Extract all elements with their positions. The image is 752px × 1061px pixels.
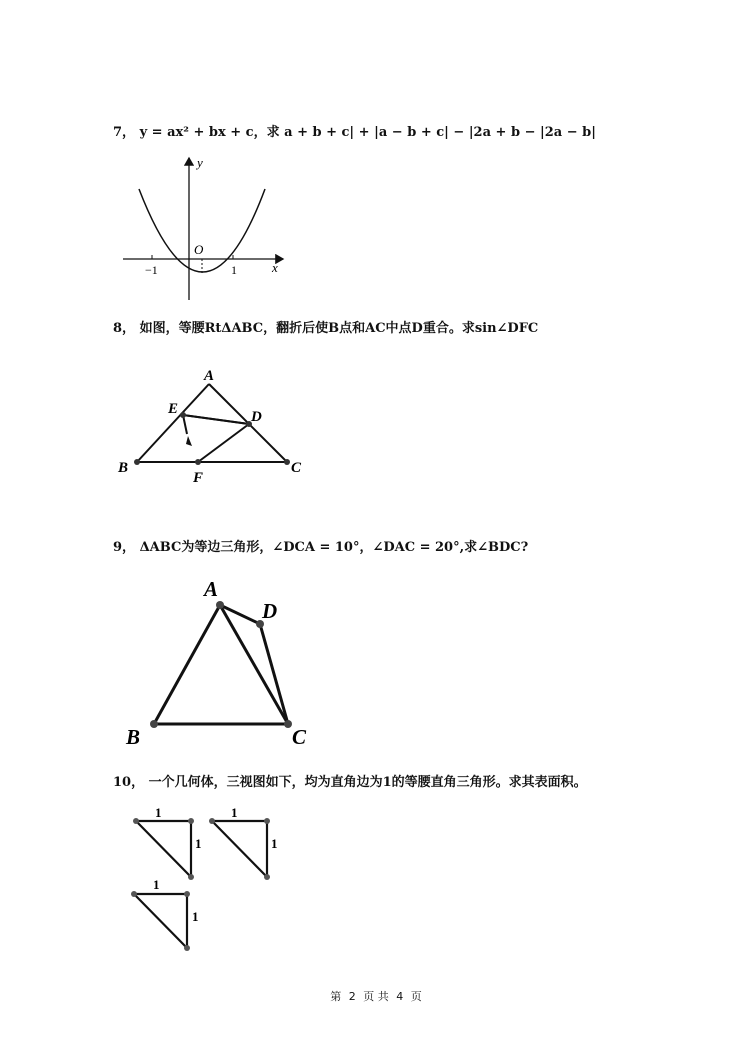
- question-7-number: 7，: [113, 125, 136, 140]
- question-8: [113, 317, 538, 336]
- parabola-graph: [115, 152, 295, 302]
- point-B: [150, 720, 158, 728]
- question-9-number: 9，: [113, 540, 136, 555]
- label-A: A: [204, 577, 219, 601]
- question-7-text: y = ax² + bx + c，求 a + b + c| + |a − b + c| − |2a + b − |2a − b|: [139, 125, 596, 140]
- question-8-number: 8，: [113, 321, 136, 336]
- point-F: [195, 459, 201, 465]
- label-F: F: [193, 470, 204, 486]
- point-A: [216, 601, 224, 609]
- question-10: [113, 771, 587, 790]
- question-10-number: 10，: [113, 775, 145, 790]
- footer-mid: 页 共: [363, 990, 389, 1003]
- view-side-side-label: 1: [271, 836, 278, 851]
- view-front-side-label: 1: [195, 836, 202, 851]
- view-top-top-label: 1: [153, 877, 160, 892]
- point-C: [284, 720, 292, 728]
- footer-page-number: 2: [348, 990, 356, 1003]
- point-B: [134, 459, 140, 465]
- view-front-top-label: 1: [155, 805, 162, 820]
- footer-pre: 第: [330, 990, 342, 1003]
- label-D: D: [262, 599, 278, 623]
- question-8-text: 如图，等腰RtΔABC，翻折后使B点和AC中点D重合。求sin∠DFC: [139, 321, 539, 336]
- footer-post: 页: [410, 990, 422, 1003]
- question-7: [113, 121, 596, 140]
- label-B: B: [126, 725, 141, 749]
- view-side-top-label: 1: [231, 805, 238, 820]
- point-C: [284, 459, 290, 465]
- question-9-text: ΔABC为等边三角形，∠DCA = 10°，∠DAC = 20°,求∠BDC?: [139, 540, 529, 555]
- point-E: [180, 412, 186, 418]
- label-C: C: [292, 725, 307, 749]
- view-front: [133, 805, 202, 880]
- page-footer: [0, 988, 752, 1004]
- label-C: C: [291, 460, 302, 476]
- label-B: B: [118, 460, 129, 476]
- question-9: [113, 536, 528, 555]
- tick-label-one: 1: [231, 263, 237, 277]
- view-top-side-label: 1: [192, 909, 199, 924]
- question-10-text: 一个几何体，三视图如下，均为直角边为1的等腰直角三角形。求其表面积。: [148, 775, 587, 790]
- label-A: A: [204, 368, 215, 384]
- tick-label-neg-one: −1: [145, 263, 158, 277]
- label-E: E: [168, 401, 179, 417]
- label-D: D: [251, 409, 262, 425]
- view-side: [209, 805, 278, 880]
- footer-total-pages: 4: [396, 990, 404, 1003]
- view-top: [131, 877, 199, 951]
- equilateral-triangle-figure: [120, 574, 340, 754]
- three-view-figure: [125, 800, 355, 960]
- fold-triangle-figure: [110, 362, 310, 492]
- origin-label: O: [194, 242, 204, 257]
- y-axis-label: y: [197, 155, 203, 170]
- x-axis-label: x: [272, 260, 278, 275]
